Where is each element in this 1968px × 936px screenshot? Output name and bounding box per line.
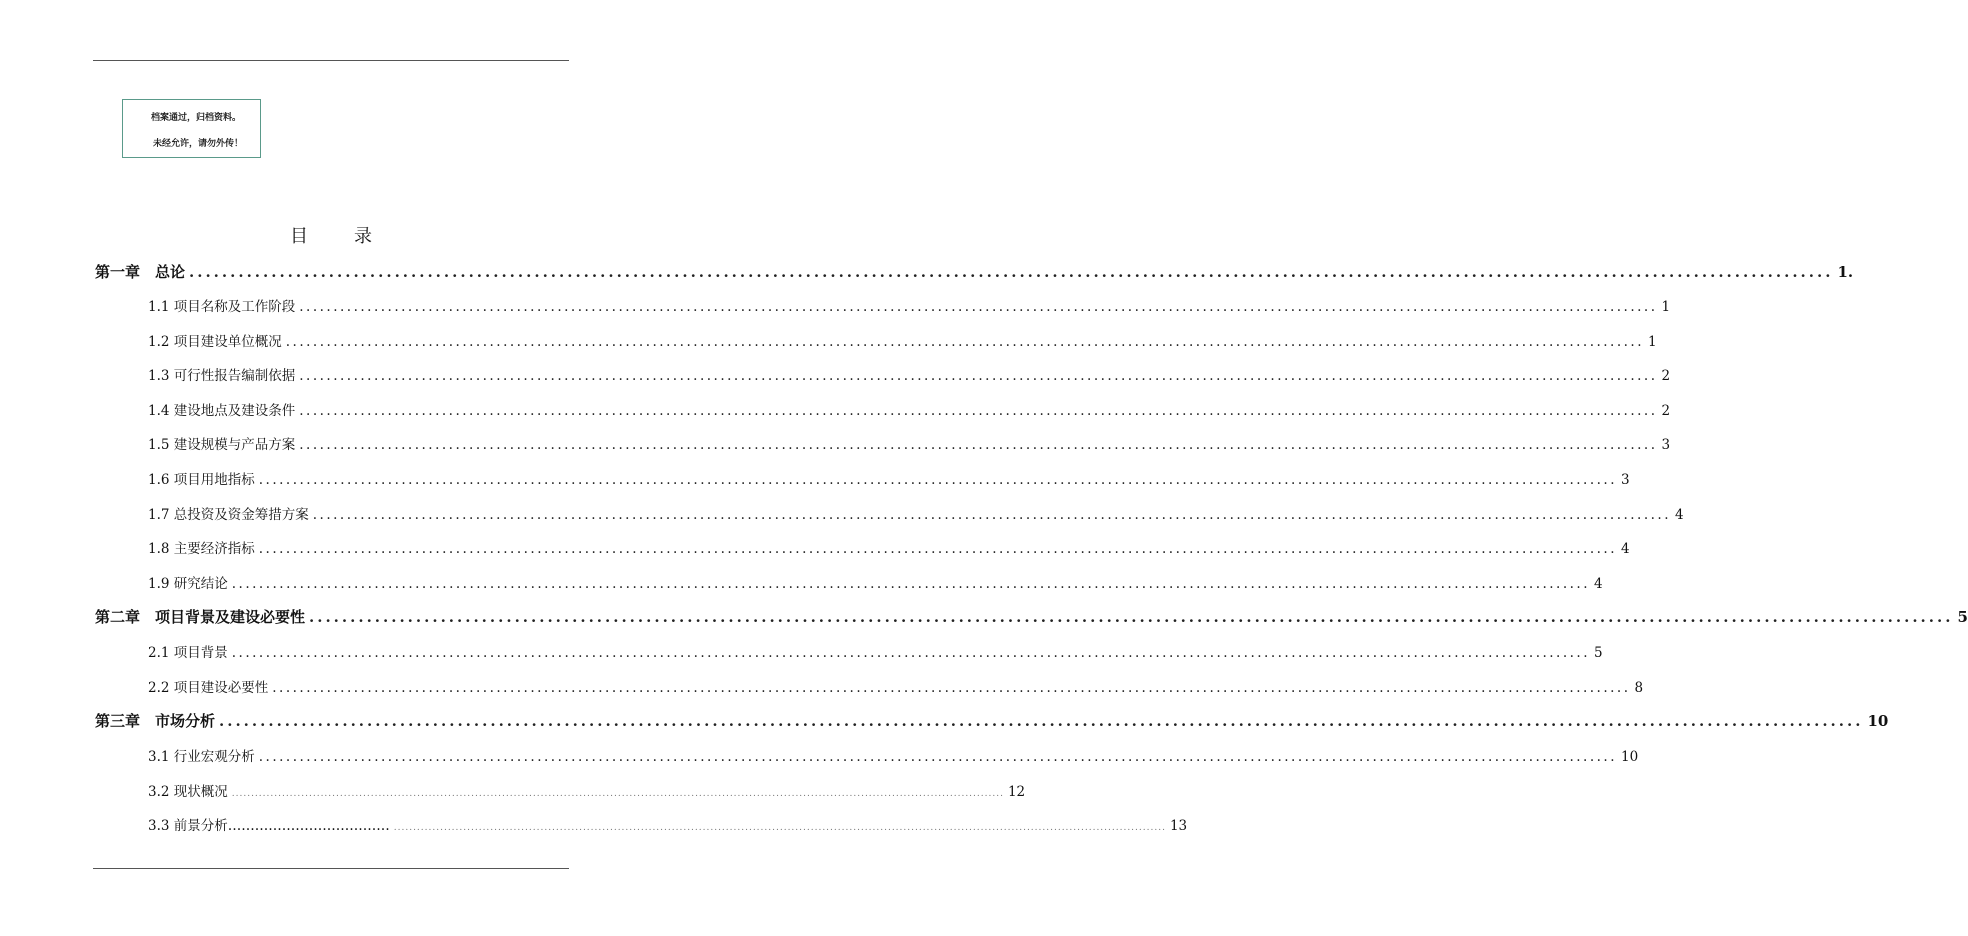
toc-leader-dots: ........................................................................................................................................................................................................: [272, 680, 1631, 696]
toc-leader-dots: ........................................................................................................................................................................................................: [309, 608, 1954, 626]
toc-leader-dots: ........................................................................................................................................................................................................: [312, 507, 1672, 523]
toc-page-number: 4: [1621, 541, 1630, 557]
toc-chapter-row[interactable]: [95, 261, 1854, 282]
toc-section-row[interactable]: [148, 780, 1026, 800]
toc-section-row[interactable]: [148, 641, 1603, 661]
toc-entry-label: 3.1 行业宏观分析: [148, 749, 255, 765]
toc-leader-dots: ........................................................................................................................................................................................................: [299, 299, 1658, 315]
toc-page-number: 10: [1621, 749, 1639, 765]
toc-page-number: 3: [1621, 472, 1630, 488]
toc-leader-dots: ........................................................................................................................................................................................................: [258, 472, 1618, 488]
toc-chapter-row[interactable]: [95, 710, 1889, 731]
toc-entry-label: 3.2 现状概况: [148, 784, 228, 800]
toc-page-number: 4: [1594, 576, 1603, 592]
toc-entry-label: 2.2 项目建设必要性: [148, 680, 269, 696]
toc-entry-label: 1.6 项目用地指标: [148, 472, 255, 488]
toc-page-number: 5: [1957, 608, 1968, 626]
toc-leader-dots: ........................................................................................................................................................................................................: [231, 789, 1004, 799]
toc-page-number: 1: [1661, 299, 1671, 315]
toc-section-row[interactable]: [148, 433, 1671, 453]
toc-section-row[interactable]: [148, 814, 1188, 834]
toc-entry-label: 3.3 前景分析………………………………: [148, 818, 390, 834]
toc-leader-dots: ........................................................................................................................................................................................................: [299, 437, 1658, 453]
toc-page-number: 10: [1867, 712, 1889, 730]
toc-entry-label: 1.8 主要经济指标: [148, 541, 255, 557]
toc-section-row[interactable]: [148, 676, 1644, 696]
toc-page-number: 1.: [1837, 263, 1854, 281]
toc-leader-dots: ........................................................................................................................................................................................................: [219, 712, 1864, 730]
toc-section-row[interactable]: [148, 503, 1684, 523]
toc-entry-label: 2.1 项目背景: [148, 645, 228, 661]
toc-page-number: 5: [1594, 645, 1603, 661]
toc-leader-dots: ........................................................................................................................................................................................................: [258, 541, 1618, 557]
toc-chapter-row[interactable]: [95, 606, 1968, 627]
toc-page-number: 3: [1661, 437, 1671, 453]
footer-rule: [93, 868, 569, 869]
toc-page-number: 2: [1661, 368, 1671, 384]
toc-section-row[interactable]: [148, 572, 1603, 592]
toc-page-number: 2: [1661, 403, 1671, 419]
toc-entry-label: 第三章 市场分析: [95, 712, 216, 730]
toc-section-row[interactable]: [148, 364, 1671, 384]
toc-leader-dots: ........................................................................................................................................................................................................: [258, 749, 1618, 765]
toc-section-row[interactable]: [148, 537, 1630, 557]
stamp-line-1: 档案通过，归档资料。: [151, 113, 242, 123]
toc-section-row[interactable]: [148, 330, 1657, 350]
toc-page-number: 8: [1634, 680, 1644, 696]
toc-page-number: 12: [1007, 784, 1026, 800]
toc-section-row[interactable]: [148, 295, 1671, 315]
toc-leader-dots: ........................................................................................................................................................................................................: [231, 576, 1591, 592]
toc-leader-dots: ........................................................................................................................................................................................................: [231, 645, 1591, 661]
toc-entry-label: 第二章 项目背景及建设必要性: [95, 608, 306, 626]
toc-section-row[interactable]: [148, 399, 1671, 419]
archive-stamp: [122, 99, 261, 158]
toc-page-number: 4: [1675, 507, 1684, 523]
toc-section-row[interactable]: [148, 745, 1639, 765]
toc-page-number: 13: [1169, 818, 1188, 834]
toc-entry-label: 1.1 项目名称及工作阶段: [148, 299, 296, 315]
toc-leader-dots: ........................................................................................................................................................................................................: [299, 403, 1658, 419]
toc-leader-dots: ........................................................................................................................................................................................................: [189, 263, 1834, 281]
toc-entry-label: 1.4 建设地点及建设条件: [148, 403, 296, 419]
toc-section-row[interactable]: [148, 468, 1630, 488]
toc-entry-label: 1.7 总投资及资金筹措方案: [148, 507, 309, 523]
toc-entry-label: 1.2 项目建设单位概况: [148, 334, 282, 350]
toc-entry-label: 1.5 建设规模与产品方案: [148, 437, 296, 453]
toc-entry-label: 1.3 可行性报告编制依据: [148, 368, 296, 384]
toc-page-number: 1: [1648, 334, 1657, 350]
toc-leader-dots: ........................................................................................................................................................................................................: [285, 334, 1645, 350]
header-rule: [93, 60, 569, 61]
toc-title: 目 录: [290, 226, 386, 247]
toc-entry-label: 第一章 总论: [95, 263, 186, 281]
toc-entry-label: 1.9 研究结论: [148, 576, 228, 592]
stamp-line-2: 未经允许，请勿外传！: [153, 139, 244, 149]
toc-leader-dots: ........................................................................................................................................................................................................: [393, 823, 1166, 833]
toc-leader-dots: ........................................................................................................................................................................................................: [299, 368, 1658, 384]
